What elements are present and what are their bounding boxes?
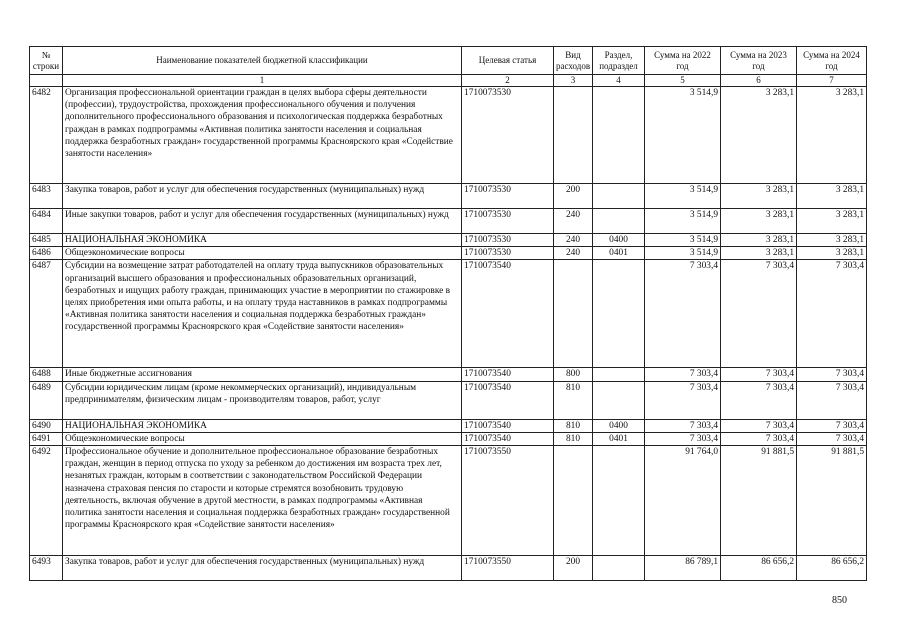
row-section: 0400 <box>593 419 645 432</box>
row-sum-2023: 3 283,1 <box>721 247 797 260</box>
row-target: 1710073540 <box>462 381 554 419</box>
col-header-no: № строки <box>30 47 63 75</box>
col-header-target: Целевая статья <box>462 47 554 75</box>
row-sum-2022: 7 303,4 <box>645 381 721 419</box>
row-sum-2022: 7 303,4 <box>645 419 721 432</box>
row-name: Иные бюджетные ассигнования <box>63 368 462 381</box>
row-sum-2024: 7 303,4 <box>797 381 867 419</box>
row-type: 800 <box>554 368 593 381</box>
row-sum-2023: 86 656,2 <box>721 556 797 581</box>
row-sum-2024: 3 283,1 <box>797 87 867 184</box>
row-section: 0401 <box>593 247 645 260</box>
row-number: 6482 <box>30 87 63 184</box>
table-row <box>30 432 867 445</box>
row-type: 200 <box>554 184 593 209</box>
table-row <box>30 419 867 432</box>
table-row <box>30 209 867 234</box>
row-sum-2024: 7 303,4 <box>797 368 867 381</box>
row-target: 1710073540 <box>462 368 554 381</box>
row-sum-2024: 3 283,1 <box>797 209 867 234</box>
column-number: 1 <box>63 75 462 87</box>
col-header-section: Раздел, подраздел <box>593 47 645 75</box>
row-section: 0400 <box>593 234 645 247</box>
row-number: 6487 <box>30 260 63 368</box>
row-type: 810 <box>554 419 593 432</box>
row-section <box>593 209 645 234</box>
row-name: НАЦИОНАЛЬНАЯ ЭКОНОМИКА <box>63 234 462 247</box>
col-header-2023: Сумма на 2023 год <box>721 47 797 75</box>
row-number: 6486 <box>30 247 63 260</box>
row-sum-2022: 3 514,9 <box>645 87 721 184</box>
row-target: 1710073540 <box>462 419 554 432</box>
row-sum-2024: 7 303,4 <box>797 432 867 445</box>
row-type <box>554 446 593 556</box>
row-number: 6483 <box>30 184 63 209</box>
row-sum-2023: 7 303,4 <box>721 419 797 432</box>
table-row <box>30 556 867 581</box>
column-number-row <box>30 75 867 87</box>
row-sum-2024: 91 881,5 <box>797 446 867 556</box>
row-section <box>593 184 645 209</box>
row-name: НАЦИОНАЛЬНАЯ ЭКОНОМИКА <box>63 419 462 432</box>
column-number: 5 <box>645 75 721 87</box>
row-number: 6492 <box>30 446 63 556</box>
row-number: 6485 <box>30 234 63 247</box>
row-sum-2024: 3 283,1 <box>797 234 867 247</box>
row-type: 240 <box>554 209 593 234</box>
row-target: 1710073540 <box>462 260 554 368</box>
header-row <box>30 47 867 75</box>
table-row <box>30 446 867 556</box>
row-sum-2023: 91 881,5 <box>721 446 797 556</box>
table-row <box>30 184 867 209</box>
row-target: 1710073530 <box>462 234 554 247</box>
row-section <box>593 368 645 381</box>
row-name: Организация профессиональной ориентации граждан в целях выбора сферы деятельности (профессии), трудоустройства, прохождения профессионального обучения и получения дополнительного профессионального образования и психологическая поддержка безработных граждан в рамках подпрограммы «Активная политика занятости населения и социальная поддержка безработных граждан» государственной программы Красноярского края «Содействие занятости населения» <box>63 87 462 184</box>
row-sum-2023: 7 303,4 <box>721 260 797 368</box>
page-number: 850 <box>832 595 847 606</box>
row-type <box>554 260 593 368</box>
row-name: Субсидии на возмещение затрат работодателей на оплату труда выпускников образовательных организаций высшего образования и профессиональных образовательных организаций, безработных и ищущих работу граждан, принимающих участие в мероприятии по стажировке в целях приобретения ими опыта работы, и на оплату труда наставников в рамках подпрограммы «Активная политика занятости населения и социальная поддержка безработных граждан» государственной программы Красноярского края «Содействие занятости населения» <box>63 260 462 368</box>
row-name: Закупка товаров, работ и услуг для обеспечения государственных (муниципальных) нужд <box>63 556 462 581</box>
row-name: Субсидии юридическим лицам (кроме некоммерческих организаций), индивидуальным предпринимателям, физическим лицам - производителям товаров, работ, услуг <box>63 381 462 419</box>
column-number: 6 <box>721 75 797 87</box>
row-sum-2022: 7 303,4 <box>645 432 721 445</box>
row-name: Общеэкономические вопросы <box>63 432 462 445</box>
row-sum-2023: 3 283,1 <box>721 87 797 184</box>
column-number <box>30 75 63 87</box>
row-sum-2022: 3 514,9 <box>645 184 721 209</box>
row-sum-2023: 3 283,1 <box>721 234 797 247</box>
column-number: 2 <box>462 75 554 87</box>
row-number: 6493 <box>30 556 63 581</box>
row-sum-2022: 91 764,0 <box>645 446 721 556</box>
col-header-name: Наименование показателей бюджетной классификации <box>63 47 462 75</box>
row-sum-2024: 7 303,4 <box>797 260 867 368</box>
row-section <box>593 87 645 184</box>
row-sum-2022: 7 303,4 <box>645 368 721 381</box>
row-section <box>593 446 645 556</box>
row-target: 1710073530 <box>462 87 554 184</box>
row-section <box>593 556 645 581</box>
table-row <box>30 247 867 260</box>
row-name: Профессиональное обучение и дополнительное профессиональное образование безработных граждан, женщин в период отпуска по уходу за ребенком до достижения им возраста трех лет, незанятых граждан, которым в соответствии с законодательством Российской Федерации назначена страховая пенсия по старости и которые стремятся возобновить трудовую деятельность, включая обучение в другой местности, в рамках подпрограммы «Активная политика занятости населения и социальная поддержка безработных граждан» государственной программы Красноярского края «Содействие занятости населения» <box>63 446 462 556</box>
table-row <box>30 368 867 381</box>
table-row <box>30 87 867 184</box>
row-sum-2023: 3 283,1 <box>721 209 797 234</box>
column-number: 7 <box>797 75 867 87</box>
row-number: 6489 <box>30 381 63 419</box>
row-sum-2022: 86 789,1 <box>645 556 721 581</box>
row-section <box>593 381 645 419</box>
row-number: 6491 <box>30 432 63 445</box>
row-type: 810 <box>554 381 593 419</box>
row-sum-2024: 86 656,2 <box>797 556 867 581</box>
row-target: 1710073530 <box>462 209 554 234</box>
row-section <box>593 260 645 368</box>
row-sum-2023: 3 283,1 <box>721 184 797 209</box>
row-section: 0401 <box>593 432 645 445</box>
table-row <box>30 260 867 368</box>
row-type <box>554 87 593 184</box>
row-target: 1710073550 <box>462 446 554 556</box>
row-target: 1710073530 <box>462 184 554 209</box>
row-number: 6488 <box>30 368 63 381</box>
table-row <box>30 234 867 247</box>
row-type: 240 <box>554 247 593 260</box>
row-sum-2022: 3 514,9 <box>645 209 721 234</box>
row-sum-2024: 7 303,4 <box>797 419 867 432</box>
row-number: 6490 <box>30 419 63 432</box>
col-header-2024: Сумма на 2024 год <box>797 47 867 75</box>
column-number: 4 <box>593 75 645 87</box>
row-name: Закупка товаров, работ и услуг для обеспечения государственных (муниципальных) нужд <box>63 184 462 209</box>
row-sum-2023: 7 303,4 <box>721 368 797 381</box>
column-number: 3 <box>554 75 593 87</box>
row-sum-2022: 3 514,9 <box>645 247 721 260</box>
row-target: 1710073550 <box>462 556 554 581</box>
row-sum-2022: 3 514,9 <box>645 234 721 247</box>
row-sum-2023: 7 303,4 <box>721 432 797 445</box>
col-header-type: Вид расходов <box>554 47 593 75</box>
row-sum-2024: 3 283,1 <box>797 247 867 260</box>
table-row <box>30 381 867 419</box>
row-type: 200 <box>554 556 593 581</box>
row-type: 810 <box>554 432 593 445</box>
row-sum-2024: 3 283,1 <box>797 184 867 209</box>
row-sum-2022: 7 303,4 <box>645 260 721 368</box>
row-name: Иные закупки товаров, работ и услуг для обеспечения государственных (муниципальных) нужд <box>63 209 462 234</box>
row-name: Общеэкономические вопросы <box>63 247 462 260</box>
budget-table <box>29 46 867 581</box>
row-type: 240 <box>554 234 593 247</box>
row-number: 6484 <box>30 209 63 234</box>
row-target: 1710073540 <box>462 432 554 445</box>
col-header-2022: Сумма на 2022 год <box>645 47 721 75</box>
row-target: 1710073530 <box>462 247 554 260</box>
row-sum-2023: 7 303,4 <box>721 381 797 419</box>
